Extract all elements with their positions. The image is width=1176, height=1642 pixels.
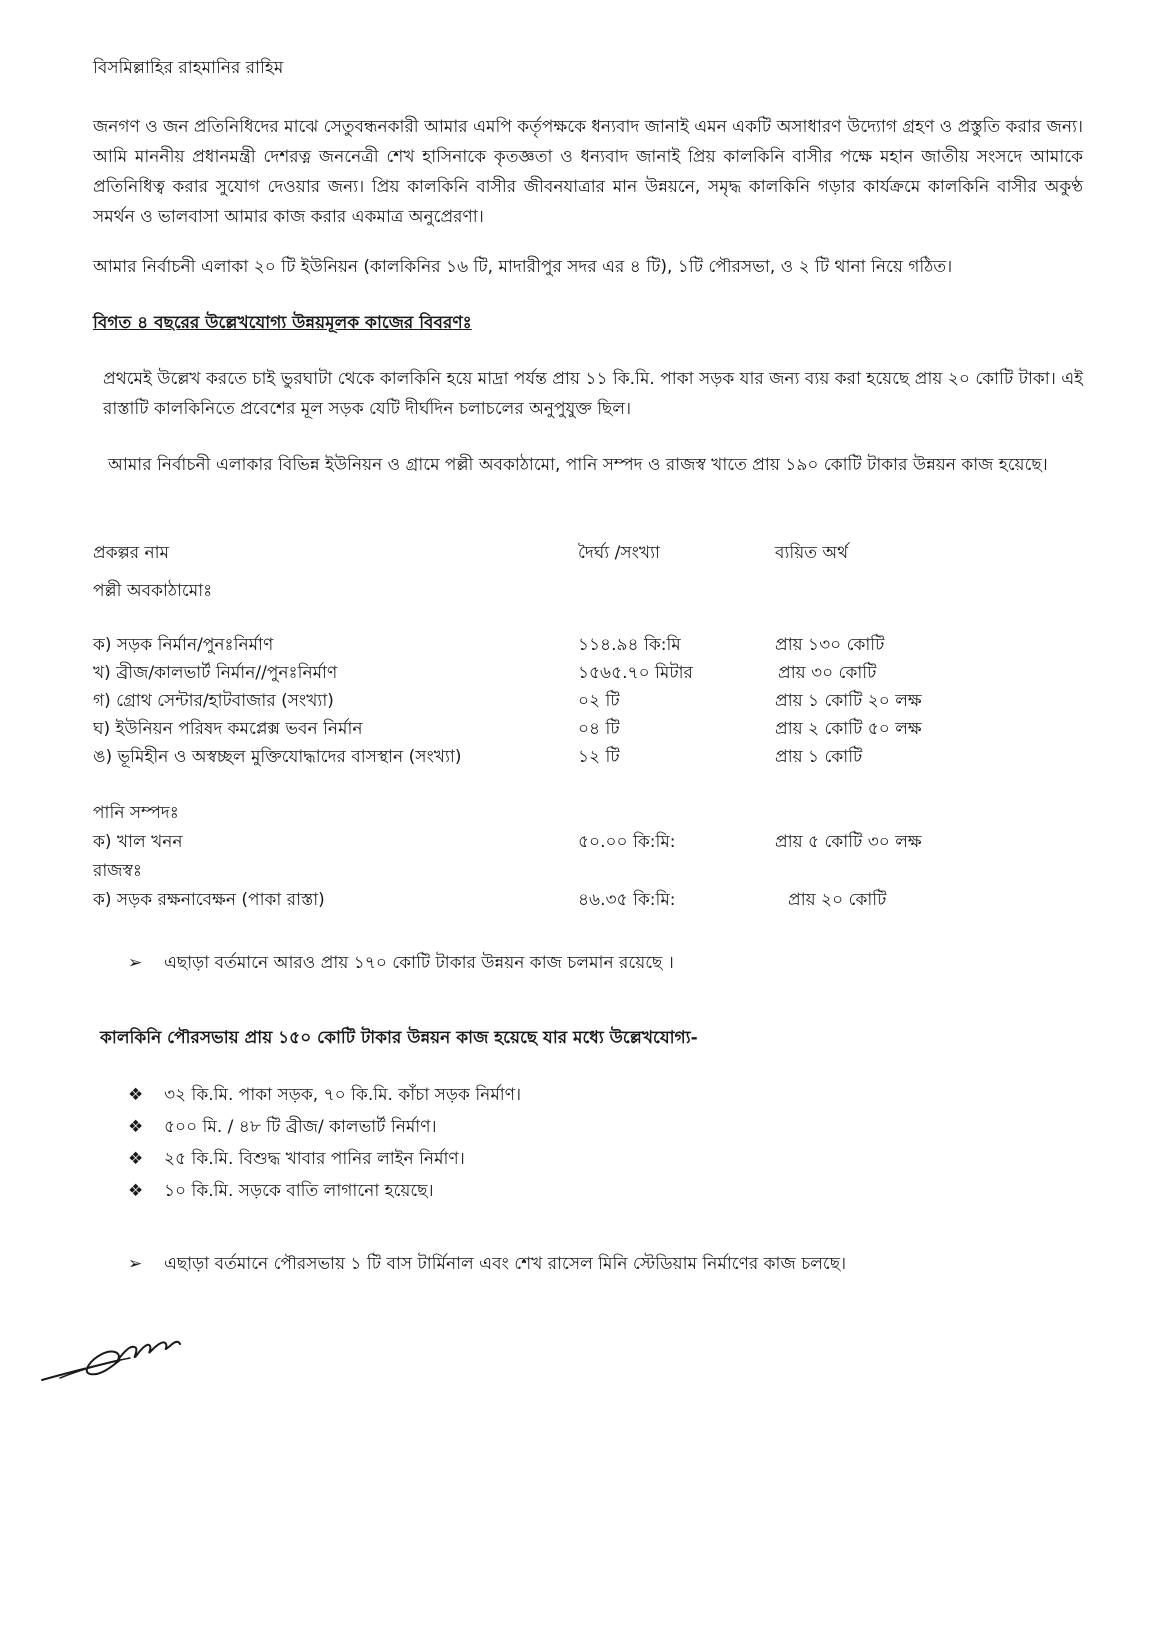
table-row-name: ক) সড়ক রক্ষনাবেক্ষন (পাকা রাস্তা) [93, 890, 325, 910]
union-paragraph: আমার নির্বাচনী এলাকার বিভিন্ন ইউনিয়ন ও গ্রামে পল্লী অবকাঠামো, পানি সম্পদ ও রাজস্ব খাতে প্রায় ১৯০ কোটি টাকার উন্নয়ন কাজ হয়েছে। [108, 455, 1048, 475]
list-item: ❖ ২৫ কি.মি. বিশুদ্ধ খাবার পানির লাইন নির্মাণ। [128, 1149, 465, 1169]
section-revenue: রাজস্বঃ [93, 861, 142, 881]
list-item: ❖ ৫০০ মি. / ৪৮ টি ব্রীজ/ কালভার্ট নির্মাণ। [128, 1117, 437, 1137]
diamond-bullet-icon: ❖ [128, 1117, 144, 1137]
table-row-cost: প্রায় ৫ কোটি ৩০ লক্ষ [775, 832, 922, 852]
table-row-name: খ) ব্রীজ/কালভার্ট নির্মান//পুনঃনির্মাণ [93, 663, 338, 683]
table-row-length: ৫০.০০ কি:মি: [578, 832, 676, 852]
list-item: ❖ ১০ কি.মি. সড়কে বাতি লাগানো হয়েছে। [128, 1181, 434, 1201]
table-row-length: ১১৪.৯৪ কি:মি [578, 635, 681, 655]
arrow-bullet-icon: ➢ [128, 953, 143, 973]
list-item: ❖ ৩২ কি.মি. পাকা সড়ক, ৭০ কি.মি. কাঁচা সড়ক নির্মাণ। [128, 1085, 522, 1105]
table-row-cost: প্রায় ১৩০ কোটি [775, 635, 885, 655]
ongoing-note: ➢ এছাড়া বর্তমানে আরও প্রায় ১৭০ কোটি টাকার উন্নয়ন কাজ চলমান রয়েছে । [128, 953, 674, 973]
diamond-bullet-icon: ❖ [128, 1085, 144, 1105]
municipality-ongoing-note: ➢ এছাড়া বর্তমানে পৌরসভায় ১ টি বাস টার্মিনাল এবং শেখ রাসেল মিনি স্টেডিয়াম নির্মাণের কাজ চলছে। [128, 1254, 847, 1274]
table-header-length: দৈর্ঘ্য /সংখ্যা [578, 543, 660, 563]
signature-icon [40, 1330, 190, 1390]
diamond-bullet-icon: ❖ [128, 1149, 144, 1169]
greeting: বিসমিল্লাহির রাহমানির রাহিম [93, 58, 284, 78]
arrow-bullet-icon: ➢ [128, 1254, 143, 1274]
table-header-project: প্রকল্পর নাম [93, 543, 169, 563]
table-row-name: ক) খাল খনন [93, 832, 183, 852]
table-row-cost: প্রায় ১ কোটি ২০ লক্ষ [775, 691, 922, 711]
table-header-cost: ব্যয়িত অর্থ [775, 543, 849, 563]
table-row-length: ০৪ টি [578, 719, 620, 739]
table-row-length: ৪৬.৩৫ কি:মি: [578, 890, 676, 910]
table-row-cost: প্রায় ২০ কোটি [788, 890, 887, 910]
section-water-resources: পানি সম্পদঃ [93, 803, 179, 823]
constituency-line: আমার নির্বাচনী এলাকা ২০ টি ইউনিয়ন (কালকিনির ১৬ টি, মাদারীপুর সদর এর ৪ টি), ১টি পৌরসভা, ও ২ টি থানা নিয়ে গঠিত। [93, 257, 953, 277]
section-heading: বিগত ৪ বছরের উল্লেখযোগ্য উন্নয়মূলক কাজের বিবরণঃ [93, 313, 472, 333]
table-row-length: ১৫৬৫.৭০ মিটার [578, 663, 693, 683]
table-row-name: ঘ) ইউনিয়ন পরিষদ কমপ্লেক্স ভবন নির্মান [93, 719, 363, 739]
intro-paragraph: জনগণ ও জন প্রতিনিধিদের মাঝে সেতুবন্ধনকারী আমার এমপি কর্তৃপক্ষকে ধন্যবাদ জানাই এমন একটি অসাধারণ উদ্যোগ গ্রহণ ও প্রস্তুতি করার জন্য। আমি মাননীয় প্রধানমন্ত্রী দেশরত্ন জননেত্রী শেখ হাসিনাকে কৃতজ্ঞতা ও ধন্যবাদ জানাই প্রিয় কালকিনি বাসীর পক্ষে মহান জাতীয় সংসদে আমাকে প্রতিনিধিত্ব করার সুযোগ দেওয়ার জন্য। প্রিয় কালকিনি বাসীর জীবনযাত্রার মান উন্নয়নে, সমৃদ্ধ কালকিনি গড়ার কার্যক্রমে কালকিনি বাসীর অকুণ্ঠ সমর্থন ও ভালবাসা আমার কাজ করার একমাত্র অনুপ্রেরণা। [93, 117, 1083, 227]
table-row-length: ১২ টি [578, 747, 620, 767]
table-row-length: ০২ টি [578, 691, 620, 711]
section-rural-infrastructure: পল্লী অবকাঠামোঃ [93, 581, 213, 601]
road-paragraph: প্রথমেই উল্লেখ করতে চাই ভুরঘাটা থেকে কালকিনি হয়ে মাদ্রা পর্যন্ত প্রায় ১১ কি.মি. পাকা সড়ক যার জন্য ব্যয় করা হয়েছে প্রায় ২০ কোটি টাকা। এই রাস্তাটি কালকিনিতে প্রবেশের মূল সড়ক যেটি দীর্ঘদিন চলাচলের অনুপুযুক্ত ছিল। [103, 369, 1083, 419]
diamond-bullet-icon: ❖ [128, 1181, 144, 1201]
table-row-cost: প্রায় ২ কোটি ৫০ লক্ষ [775, 719, 922, 739]
table-row-name: ক) সড়ক নির্মান/পুনঃনির্মাণ [93, 635, 274, 655]
table-row-cost: প্রায় ১ কোটি [775, 747, 863, 767]
municipality-heading: কালকিনি পৌরসভায় প্রায় ১৫০ কোটি টাকার উন্নয়ন কাজ হয়েছে যার মধ্যে উল্লেখযোগ্য- [100, 1028, 698, 1048]
table-row-name: ঙ) ভূমিহীন ও অস্বচ্ছল মুক্তিযোদ্ধাদের বাসস্থান (সংখ্যা) [93, 747, 462, 767]
table-row-name: গ) গ্রোথ সেন্টার/হাটবাজার (সংখ্যা) [93, 691, 334, 711]
table-row-cost: প্রায় ৩০ কোটি [778, 663, 877, 683]
